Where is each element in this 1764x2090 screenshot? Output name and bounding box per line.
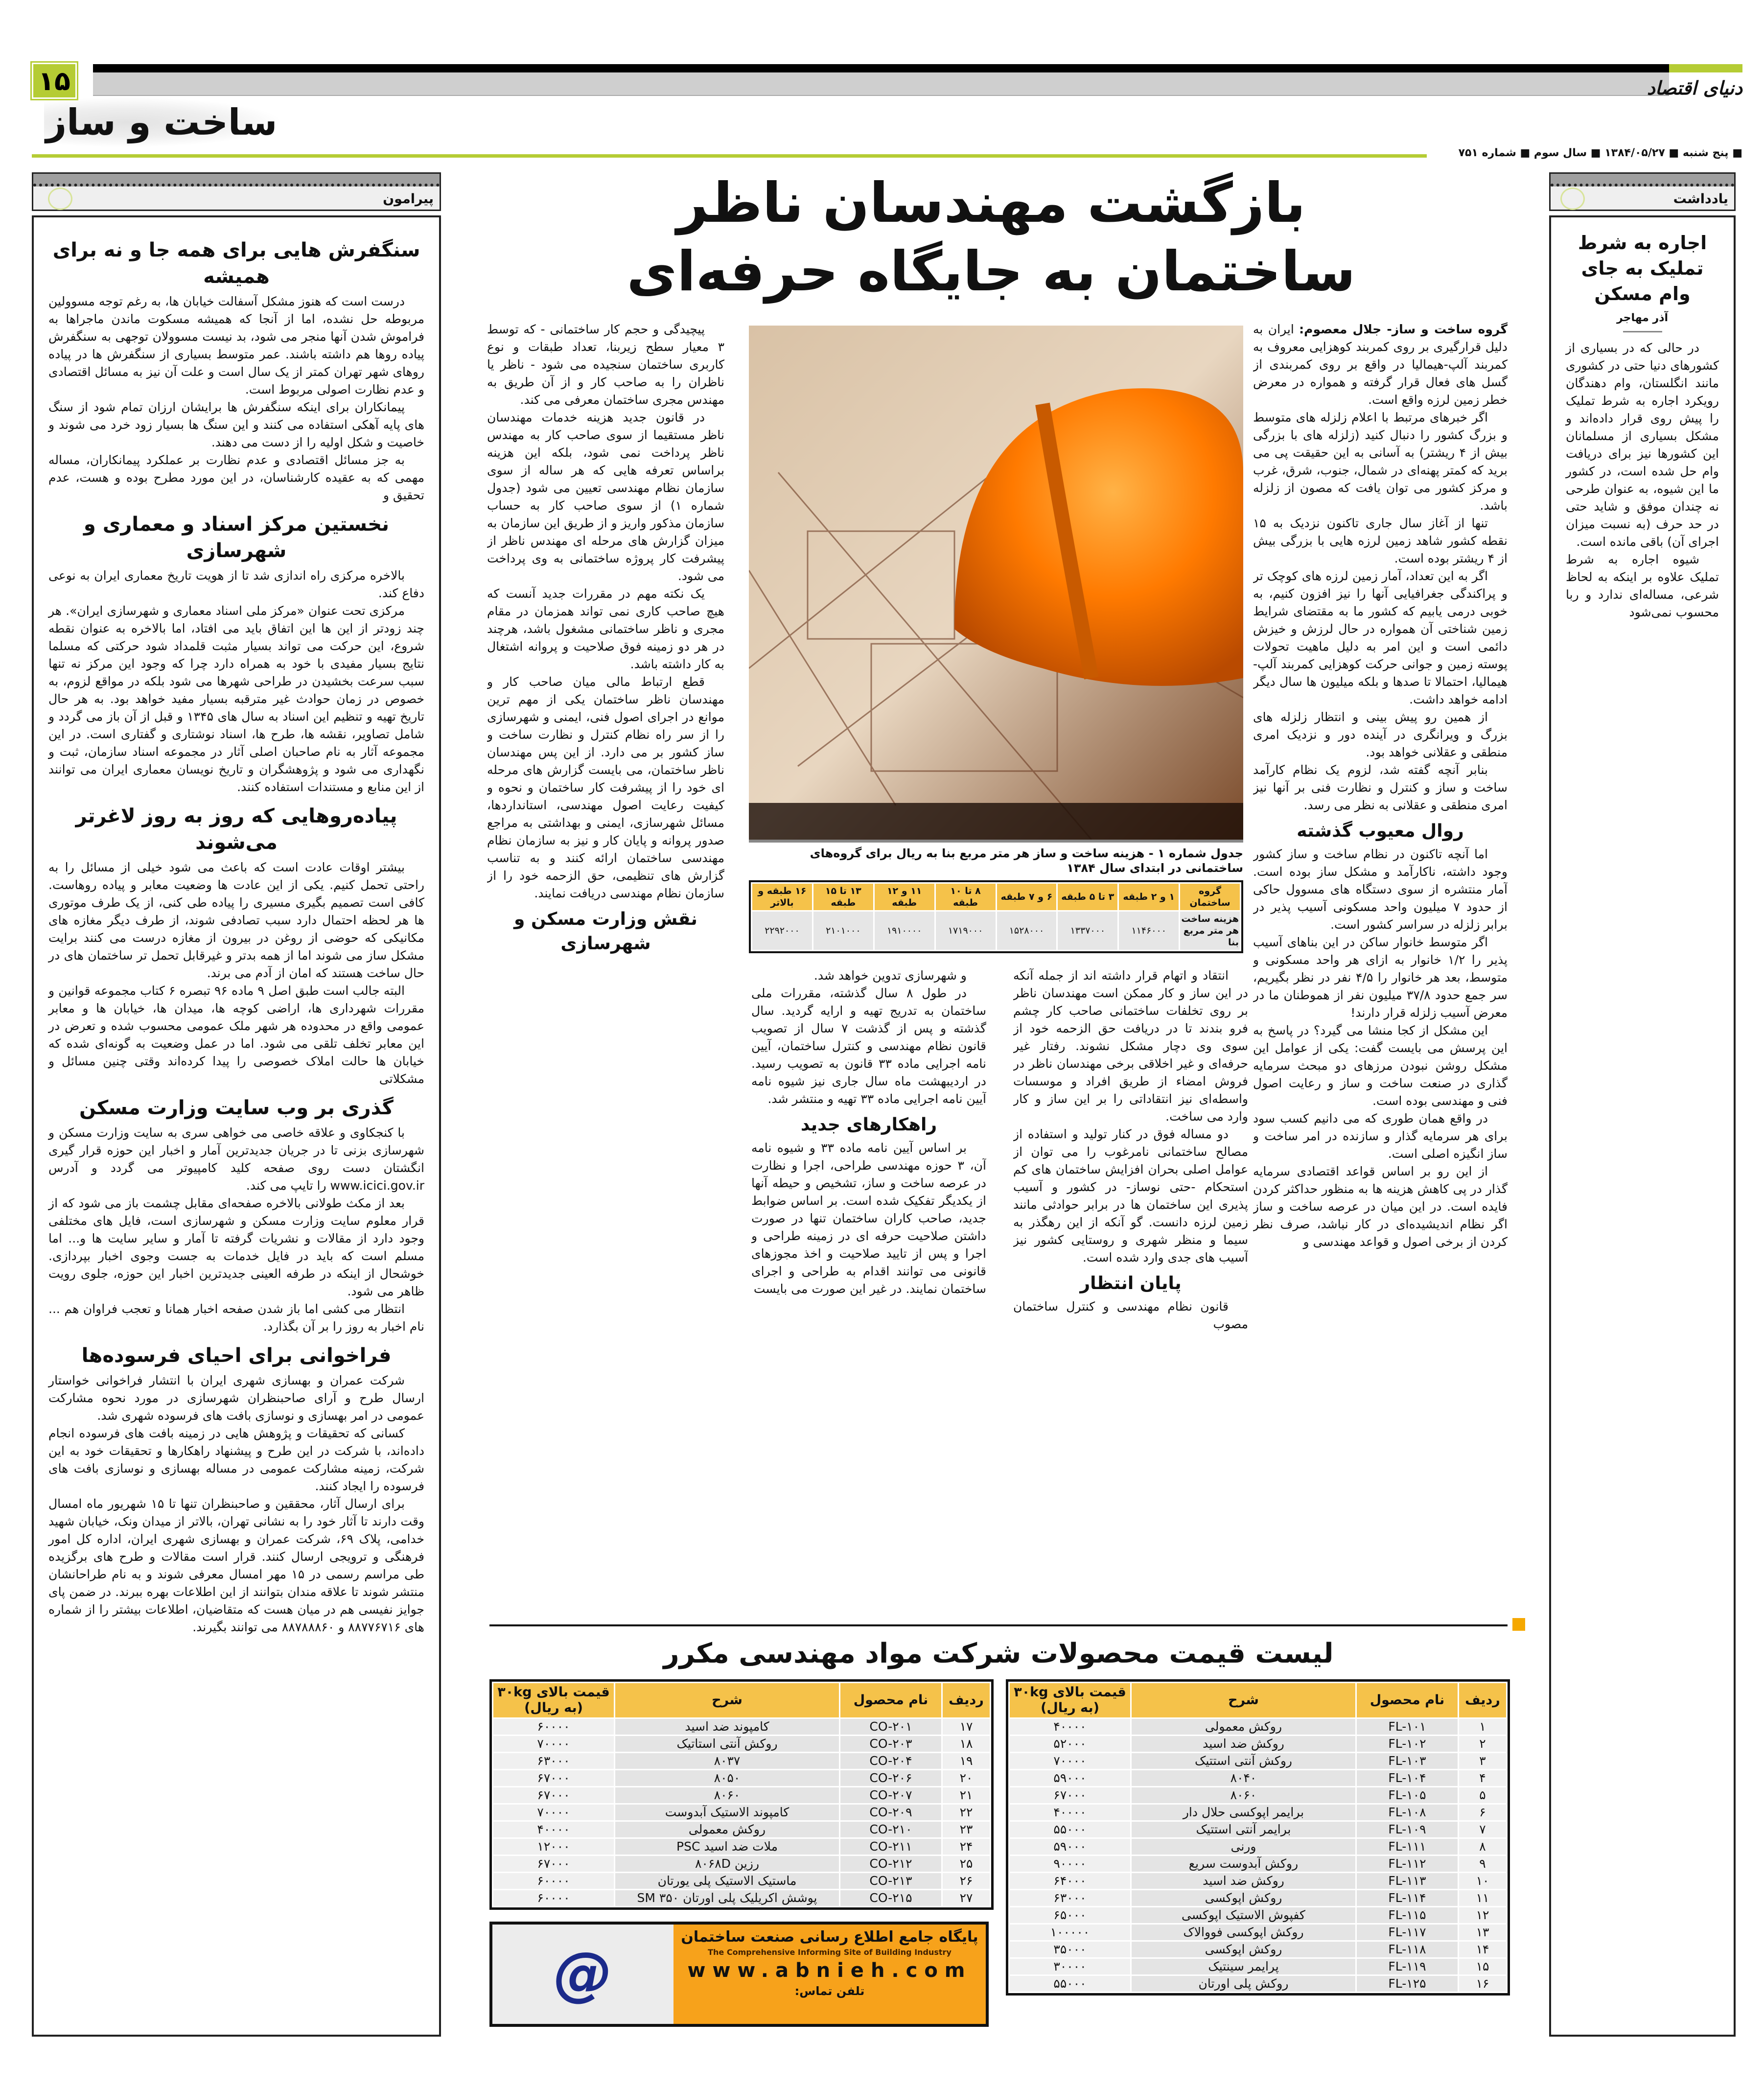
price-cell-no: ۹: [1459, 1856, 1506, 1872]
price-cell-code: FL-۱۱۸: [1357, 1942, 1458, 1957]
price-table-row: [1010, 1907, 1506, 1923]
price-cell-no: ۴: [1459, 1770, 1506, 1786]
price-cell-price: ۶۷۰۰۰: [493, 1856, 614, 1872]
abnieh-advertisement[interactable]: [489, 1922, 989, 2027]
price-cell-desc: روکش اپوکسی فووالاک: [1132, 1925, 1355, 1940]
price-table-row: [493, 1770, 990, 1786]
price-cell-no: ۳: [1459, 1753, 1506, 1769]
section-divider: [489, 1624, 1508, 1626]
article-paragraph: و شهرسازی تدوین خواهد شد.: [813, 968, 967, 983]
article-paragraph: قانون نظام مهندسی و کنترل ساختمان مصوب: [1013, 1299, 1248, 1331]
table-cell: ۱۷۱۹۰۰۰: [936, 912, 996, 950]
article-paragraph: از این رو بر اساس قواعد اقتصادی سرمایه گذار در پی کاهش هزینه ها به منظور حداکثر کردن فایده است. در این میان در عرصه ساخت و ساز اگر نظام اندیشیده‌ای در کار نباشد، صرف نظر کردن از برخی اصول و قواعد مهندسی و: [1253, 1164, 1508, 1249]
article-paragraph: در واقع همان طوری که می دانیم کسب سود برای هر سرمایه گذار و سازنده در امر ساخت و ساز انگیزه اصلی است.: [1253, 1111, 1508, 1161]
price-cell-desc: روکش آبدوست سریع: [1132, 1856, 1355, 1872]
price-cell-code: FL-۱۱۴: [1357, 1890, 1458, 1906]
price-cell-desc: کفپوش الاستیک اپوکسی: [1132, 1907, 1355, 1923]
price-cell-code: CO-۲۰۳: [840, 1736, 941, 1752]
sidebar-article-paragraph: مرکزی تحت عنوان «مرکز ملی اسناد معماری و شهرسازی ایران». هر چند زودتر از این ها این اتفاق باید می افتاد، اما بالاخره به عنوان نقطه شروع، این حرکت می تواند بسیار مثبت قلمداد شود حرکتی که مسلما نتایج بسیار مفیدی با خود به همراه دارد چرا که وجود این مرکز نه تنها سبب سرعت بخشیدن در طراحی شهرها می شود بلکه در مواقع لزوم، به خصوص در زمان حوادث غیر مترقبه بسیار مفید خواهد بود. به هر حال تاریخ تهیه و تنظیم این اسناد به سال های ۱۳۴۵ و قبل از آن باز می گردد و شامل تصاویر، نقشه ها، طرح ها، اسناد نوشتاری و گفتاری است. در این مجموعه آثار به نام صاحبان اصلی آثار در مجموعه اسناد سازمان، ثبت و نگهداری می شود و پژوهشگران و تاریخ نویسان معماری ایران می توانند از این منابع و مستندات استفاده کنند.: [48, 604, 424, 794]
price-table-row: [493, 1787, 990, 1803]
ad-phone-label: تلفن تماس:: [794, 1984, 865, 1998]
price-header-cell: ردیف: [1459, 1683, 1506, 1717]
table-cell: هزینه ساخت هر متر مربع بنا: [1180, 912, 1240, 950]
table-header-cell: ۶ و ۷ طبقه: [997, 884, 1057, 910]
article-paragraph: در قانون جدید هزینه خدمات مهندسان ناظر مستقیما از سوی صاحب کار به مهندس ناظر پرداخت نمی شود، بلکه این هزینه براساس تعرفه هایی که هر ساله از سوی سازمان نظام مهندسی تعیین می شود (جدول شماره ۱) از سوی صاحب کار به حساب سازمان مذکور واریز و از طریق این سازمان به میزان گزارش های مرحله ای مهندس ناظر از پیشرفت کار پروژه ساختمانی به وی پرداخت می شود.: [487, 410, 724, 583]
article-column-1: [1253, 321, 1508, 1618]
table-header-cell: گروه ساختمان: [1180, 884, 1240, 910]
price-cell-no: ۲۱: [943, 1787, 990, 1803]
price-cell-price: ۶۳۰۰۰: [493, 1753, 614, 1769]
price-cell-code: CO-۲۰۱: [840, 1719, 941, 1735]
price-cell-code: CO-۲۱۱: [840, 1839, 941, 1855]
price-table-left: [489, 1679, 994, 1910]
price-cell-code: FL-۱۱۵: [1357, 1907, 1458, 1923]
price-cell-price: ۱۰۰۰۰۰: [1010, 1925, 1130, 1940]
price-cell-desc: روکش ضد اسید: [1132, 1873, 1355, 1889]
price-cell-code: CO-۲۱۳: [840, 1873, 941, 1889]
price-table-row: [493, 1736, 990, 1752]
article-paragraph: اما آنچه تاکنون در نظام ساخت و ساز کشور وجود داشته، ناکارآمد و مشکل ساز بوده است. آمار منتشره از سوی دستگاه های مسوول حاکی از حدود ۷ میلیون واحد مسکونی آسیب پذیر در برابر زلزله در سراسر کشور است.: [1253, 847, 1508, 932]
table-cell: ۱۵۲۸۰۰۰: [997, 912, 1057, 950]
price-cell-code: CO-۲۱۰: [840, 1822, 941, 1837]
price-cell-price: ۳۵۰۰۰: [1010, 1942, 1130, 1957]
price-cell-desc: برایمر آنتی استتیک: [1132, 1822, 1355, 1837]
price-header-cell: نام محصول: [840, 1683, 941, 1717]
masthead-bar: [93, 64, 1669, 72]
price-table-row: [1010, 1839, 1506, 1855]
price-cell-no: ۱۹: [943, 1753, 990, 1769]
price-cell-price: ۵۲۰۰۰: [1010, 1736, 1130, 1752]
article-paragraph: قطع ارتباط مالی میان صاحب کار و مهندسان ناظر ساختمان یکی از مهم ترین موانع در اجرای اصول فنی، ایمنی و شهرسازی را از سر راه نظام کنترل و نظارت ساخت و ساز کشور بر می دارد. از این پس مهندسان ناظر ساختمان، می بایست گزارش های مرحله ای خود را از پیشرفت کار ساختمان و نحوه و کیفیت رعایت اصول مهندسی، استانداردها، مسائل شهرسازی، ایمنی و بهداشتی به مراجع صدور پروانه و پایان کار و نیز به سازمان نظام مهندسی ساختمان ارائه کنند و به تناسب گزارش های تنظیمی، حق الزحمه خود را از سازمان نظام مهندسی دریافت نمایند.: [487, 675, 724, 900]
price-cell-no: ۱۴: [1459, 1942, 1506, 1957]
price-header-cell: قیمت بالای ۳۰kg (به ریال): [1010, 1683, 1130, 1717]
price-cell-code: CO-۲۰۶: [840, 1770, 941, 1786]
table-header-cell: ۱۶ طبقه و بالاتر: [752, 884, 812, 910]
price-cell-code: FL-۱۰۵: [1357, 1787, 1458, 1803]
article-paragraph: پیچیدگی و حجم کار ساختمانی - که توسط ۳ معیار سطح زیربنا، تعداد طبقات و نوع کاربری ساختمان سنجیده می شود - ناظر یا ناظران را به صاحب کار و از آن طریق به مهندس مجری ساختمان معرفی می کند.: [487, 322, 724, 407]
price-cell-no: ۱۸: [943, 1736, 990, 1752]
divider-marker: [1512, 1618, 1525, 1631]
article-paragraph: بر اساس آیین نامه ماده ۳۳ و شیوه نامه آن، ۳ حوزه مهندسی طراحی، اجرا و نظارت در عرصه ساخت و ساز، تشخیص و حیطه آنها از یکدیگر تفکیک شده است. بر اساس ضوابط جدید، صاحب کاران ساختمان تنها در صورت داشتن صلاحیت حرفه ای در زمینه طراحی و اجرا و پس از تایید صلاحیت و اخذ مجوزهای قانونی می توانند اقدام به طراحی و اجرای ساختمان نمایند. در غیر این صورت می بایست: [751, 1141, 986, 1296]
sidebar-article-paragraph: بیشتر اوقات عادت است که باعث می شود خیلی از مسائل را به راحتی تحمل کنیم. یکی از این عادت ها وضعیت معابر و پیاده روهاست. کافی است تصمیم بگیری مسیری را پیاده طی کنی، از یک طرف موتوری ها هر لحظه احتمال دارد سبب تصادفی شوند، از طرف دیگر مغازه های مکانیکی که حوضی از روغن در بیرون از مغازه درست می کنند برایت مشکل ساز می شوند اما از همه بدتر و غیرقابل تحمل تر ساختمان های در حال ساخت هستند که امان از آدم می برند.: [48, 860, 424, 980]
price-cell-no: ۲۳: [943, 1822, 990, 1837]
price-cell-price: ۳۰۰۰۰: [1010, 1959, 1130, 1974]
price-cell-desc: ۸۰۶۰: [615, 1787, 839, 1803]
main-headline: بازگشت مهندسان ناظر ساختمان به جایگاه حرفه‌ای: [627, 171, 1356, 304]
sidebar-article-paragraph: پیمانکاران برای اینکه سنگفرش ها برایشان ارزان تمام شود از سنگ های پایه آهکی استفاده می کنند و این سنگ ها بسیار زود خرد می شوند و خاصیت و شکل اولیه را از دست می دهند.: [48, 400, 424, 449]
newspaper-logo: دنیای اقتصاد: [1647, 77, 1742, 99]
price-cell-price: ۶۵۰۰۰: [1010, 1907, 1130, 1923]
price-table-row: [493, 1822, 990, 1837]
ad-subtitle: The Comprehensive Informing Site of Building Industry: [708, 1948, 952, 1957]
price-cell-price: ۴۰۰۰۰: [493, 1822, 614, 1837]
price-header-cell: قیمت بالای ۳۰kg (به ریال): [493, 1683, 614, 1717]
price-cell-code: CO-۲۱۲: [840, 1856, 941, 1872]
table-header-cell: ۳ تا ۵ طبقه: [1058, 884, 1117, 910]
article-column-2: [1013, 967, 1248, 1618]
price-cell-desc: ۸۰۳۷: [615, 1753, 839, 1769]
ad-title: پایگاه جامع اطلاع رسانی صنعت ساختمان: [681, 1928, 978, 1946]
price-cell-no: ۱۱: [1459, 1890, 1506, 1906]
price-cell-code: CO-۲۱۵: [840, 1890, 941, 1906]
price-cell-desc: ورنی: [1132, 1839, 1355, 1855]
price-cell-desc: کامپوند الاستیک آبدوست: [615, 1805, 839, 1820]
price-cell-no: ۲۷: [943, 1890, 990, 1906]
hard-hat-on-blueprints-image: [749, 326, 1243, 840]
price-cell-no: ۲۰: [943, 1770, 990, 1786]
masthead-accent: [1669, 64, 1742, 72]
note-divider: [1623, 331, 1662, 332]
construction-cost-table: [749, 880, 1243, 953]
price-cell-no: ۲۶: [943, 1873, 990, 1889]
price-table-row: [1010, 1925, 1506, 1940]
sidebar-article-paragraph: بعد از مکث طولانی بالاخره صفحه‌ای مقابل چشمت باز می شود که از قرار معلوم سایت وزارت مسکن و شهرسازی است، فایل های مختلفی وجود دارد از مقالات و نشریات گرفته تا آمار و سایر سایت ها و... اما مسلم است که باید در فایل خدمات به جست وجوی اخبار بپردازی. خوشحال از اینکه در طرفه العینی جدیدترین اخبار این حوزه، جلوی رویت ظاهر می شود.: [48, 1196, 424, 1298]
price-cell-desc: ۸۰۵۰: [615, 1770, 839, 1786]
price-table-row: [1010, 1942, 1506, 1957]
table-cell: ۱۳۳۷۰۰۰: [1058, 912, 1117, 950]
price-cell-price: ۶۰۰۰۰: [493, 1873, 614, 1889]
price-cell-price: ۵۵۰۰۰: [1010, 1822, 1130, 1837]
price-cell-price: ۵۵۰۰۰: [1010, 1976, 1130, 1992]
price-cell-code: FL-۱۰۱: [1357, 1719, 1458, 1735]
price-cell-code: FL-۱۰۸: [1357, 1805, 1458, 1820]
article-subheading: روال معیوب گذشته: [1297, 821, 1464, 841]
price-table-row: [1010, 1822, 1506, 1837]
ad-url[interactable]: www.abnieh.com: [687, 1959, 972, 1982]
price-cell-price: ۶۰۰۰۰: [493, 1719, 614, 1735]
price-cell-code: FL-۱۱۲: [1357, 1856, 1458, 1872]
price-cell-desc: ۸۰۴۰: [1132, 1770, 1355, 1786]
price-table-row: [1010, 1890, 1506, 1906]
article-paragraph: تنها از آغاز سال جاری تاکنون نزدیک به ۱۵ نقطه کشور شاهد زمین لرزه هایی با بزرگی بیش از ۴ ریشتر بوده است.: [1253, 516, 1508, 565]
price-list-title: لیست قیمت محصولات شرکت مواد مهندسی مکرر: [663, 1638, 1334, 1669]
price-table-row: [1010, 1976, 1506, 1992]
right-sidebar-header: [1549, 172, 1736, 211]
price-cell-price: ۷۰۰۰۰: [1010, 1753, 1130, 1769]
price-cell-desc: پوشش اکریلیک پلی اورتان SM ۳۵۰: [615, 1890, 839, 1906]
price-cell-no: ۲۲: [943, 1805, 990, 1820]
price-table-row: [1010, 1805, 1506, 1820]
price-cell-no: ۲: [1459, 1736, 1506, 1752]
price-cell-no: ۱۷: [943, 1719, 990, 1735]
price-table-row: [1010, 1719, 1506, 1735]
abnieh-logo: @: [554, 1940, 612, 2008]
price-cell-no: ۶: [1459, 1805, 1506, 1820]
article-paragraph: ایران به دلیل قرارگیری بر روی کمربند کوهزایی معروف به کمربند آلپ-هیمالیا در واقع بر روی کمربندی از گسل های فعال قرار گرفته و همواره در معرض خطر زمین لرزه واقع است.: [1253, 322, 1508, 407]
price-table-row: [1010, 1753, 1506, 1769]
masthead-band: [93, 72, 1669, 96]
table-cell: ۱۱۴۶۰۰۰: [1119, 912, 1179, 950]
price-cell-no: ۲۴: [943, 1839, 990, 1855]
page-number: ۱۵: [32, 63, 77, 99]
article-photo: [749, 326, 1243, 843]
article-column-3: [751, 967, 986, 1618]
price-cell-code: FL-۱۰۴: [1357, 1770, 1458, 1786]
price-cell-price: ۹۰۰۰۰: [1010, 1856, 1130, 1872]
price-cell-price: ۶۳۰۰۰: [1010, 1890, 1130, 1906]
price-table-row: [1010, 1770, 1506, 1786]
price-cell-price: ۶۷۰۰۰: [1010, 1787, 1130, 1803]
price-cell-price: ۱۲۰۰۰: [493, 1839, 614, 1855]
dateline: ■ پنج شنبه ■ ۱۳۸۴/۰۵/۲۷ ■ سال سوم ■ شماره ۷۵۱: [1458, 147, 1742, 159]
price-cell-code: FL-۱۰۳: [1357, 1753, 1458, 1769]
masthead-divider: [32, 154, 1427, 158]
sidebar-article-title: گذری بر وب سایت وزارت مسکن: [79, 1097, 394, 1119]
price-cell-price: ۶۷۰۰۰: [493, 1787, 614, 1803]
price-cell-code: FL-۱۱۷: [1357, 1925, 1458, 1940]
note-paragraph: در حالی که در بسیاری از کشورهای دنیا حتی در کشوری مانند انگلستان، وام دهندگان رویکرد اجاره به شرط تملیک را پیش روی قرار داده‌اند و مشکل بسیاری از مسلمانان این کشورها نیز برای دریافت وام حل شده است، در کشور ما این شیوه، به عنوان طرحی نه چندان موفق و شاید حتی در حد حرف (به نسبت میزان اجرای آن) باقی مانده است.: [1566, 341, 1719, 549]
sidebar-article-paragraph: کسانی که تحقیقات و پژوهش هایی در زمینه بافت های فرسوده انجام داده‌اند، با شرکت در این طرح و پیشنهاد راهکارها و تحقیقات خود به این شرکت، زمینه مشارکت عمومی در مساله بهسازی و نوسازی بافت های فرسوده را ایجاد کنند.: [48, 1426, 424, 1493]
price-cell-desc: روکش آنتی استاتیک: [615, 1736, 839, 1752]
price-cell-desc: روکش پلی اورتان: [1132, 1976, 1355, 1992]
price-cell-price: ۶۷۰۰۰: [493, 1770, 614, 1786]
article-subheading: راهکارهای جدید: [800, 1115, 937, 1135]
price-cell-no: ۱۳: [1459, 1925, 1506, 1940]
note-title: اجاره به شرط تملیک به جای وام مسکن: [1578, 232, 1707, 305]
article-paragraph: این مشکل از کجا منشا می گیرد؟ در پاسخ به این پرسش می بایست گفت: یکی از عوامل این مشکل روشن نبودن مرزهای دو مبحث سرمایه گذاری در صنعت ساخت و ساز و رعایت اصول فنی و مهندسی بوده است.: [1253, 1023, 1508, 1108]
price-table-row: [1010, 1873, 1506, 1889]
article-paragraph: اگر خبرهای مرتبط با اعلام زلزله های متوسط و بزرگ کشور را دنبال کنید (زلزله های با بزرگی بیش از ۴ ریشتر) به آسانی به این حقیقت پی می برید که کمتر پهنه‌ای در شمال، جنوب، شرق، غرب و مرکز کشور می توان یافت که مصون از زلزله باشد.: [1253, 410, 1508, 513]
price-table-row: [1010, 1856, 1506, 1872]
sidebar-article-paragraph: درست است که هنوز مشکل آسفالت خیابان ها، به رغم توجه مسوولین مربوطه حل نشده، اما از آنجا که همیشه مسکوت ماندن ماجراها به فراموش شدن آنها منجر می شود، بد نیست مسوولان توجهی به سنگفرش پیاده روها هم داشته باشند. عمر متوسط بسیاری از سنگفرش ها در پیاده روهای شهر تهران کمتر از یک سال است و علت آن نیز به مسائل اقتصادی و عدم نظارت اصولی مربوط است.: [48, 294, 424, 397]
price-cell-desc: روکش اپوکسی: [1132, 1942, 1355, 1957]
sidebar-article-paragraph: شرکت عمران و بهسازی شهری ایران با انتشار فراخوانی خواستار ارسال طرح و آرای صاحبنظران شهرسازی در مورد نحوه مشارکت عمومی در امر بهسازی و نوسازی بافت های فرسوده شهری شد.: [48, 1373, 424, 1423]
article-paragraph: اگر به این تعداد، آمار زمین لرزه های کوچک تر و پراکندگی جغرافیایی آنها را نیز افزون کنیم، به خوبی درمی یابیم که کشور ما به مقتضای شرایط زمین شناختی آن همواره در حال لرزش و خیزش دائمی است و این امر به دلیل ماهیت تحولات پوسته زمین و جوانی حرکت کوهزایی کمربند آلپ- هیمالیا، احتمالا تا صدها و بلکه میلیون ها سال دیگر ادامه خواهد داشت.: [1253, 569, 1508, 706]
price-cell-code: FL-۱۱۳: [1357, 1873, 1458, 1889]
price-cell-desc: روکش معمولی: [1132, 1719, 1355, 1735]
price-table-row: [1010, 1787, 1506, 1803]
sidebar-article-title: سنگفرش هایی برای همه جا و نه برای همیشه: [52, 239, 420, 288]
price-table-row: [493, 1839, 990, 1855]
price-cell-price: ۶۴۰۰۰: [1010, 1873, 1130, 1889]
price-cell-no: ۲۵: [943, 1856, 990, 1872]
price-cell-desc: رزین ۸۰۶۸D: [615, 1856, 839, 1872]
price-cell-code: FL-۱۰۹: [1357, 1822, 1458, 1837]
article-subheading: نقش وزارت مسکن و شهرسازی: [514, 909, 697, 954]
price-table-row: [1010, 1959, 1506, 1974]
price-cell-no: ۱: [1459, 1719, 1506, 1735]
price-cell-code: CO-۲۰۷: [840, 1787, 941, 1803]
note-paragraph: شیوه اجاره به شرط تملیک علاوه بر اینکه به لحاظ شرعی، مساله‌ای ندارد و ربا محسوب نمی‌شود: [1566, 552, 1719, 619]
price-cell-code: FL-۱۰۲: [1357, 1736, 1458, 1752]
price-cell-no: ۱۵: [1459, 1959, 1506, 1974]
sidebar-article-paragraph: انتظار می کشی اما باز شدن صفحه اخبار همانا و تعجب فراوان هم ... نام اخبار به روز را بر آن بگذارد.: [48, 1302, 424, 1334]
sidebar-article-paragraph: به جز مسائل اقتصادی و عدم نظارت بر عملکرد پیمانکاران، مساله مهمی که به عقیده کارشناسان، در این مورد مطرح بوده و هست، عدم تحقیق و: [48, 453, 424, 502]
price-header-cell: نام محصول: [1357, 1683, 1458, 1717]
table-header-cell: ۱ و ۲ طبقه: [1119, 884, 1179, 910]
price-cell-code: FL-۱۱۱: [1357, 1839, 1458, 1855]
sidebar-article-paragraph: البته جالب است طبق اصل ۹ ماده ۹۶ تبصره ۶ کتاب مجموعه قوانین و مقررات شهرداری ها، اراضی کوچه ها، میدان ها، خیابان ها و معابر عمومی واقع در محدوده هر شهر ملک عمومی محسوب شده و تعرض در این معابر تخلف تلقی می شود. اما در عمل وضعیت به گونه‌ای شده که خیابان ها حالت املاک خصوصی را پیدا کرده‌اند وقتی چنین مسائل و مشکلاتی: [48, 984, 424, 1086]
article-subheading: پایان انتظار: [1080, 1273, 1182, 1293]
section-title: ساخت و ساز: [44, 98, 279, 147]
sidebar-article-title: پیاده‌روهایی که روز به روز لاغرتر می‌شوند: [75, 805, 397, 854]
price-cell-desc: روکش اپوکسی: [1132, 1890, 1355, 1906]
sidebar-article-paragraph: برای ارسال آثار، محققین و صاحبنظران تنها تا ۱۵ شهریور ماه امسال وقت دارند تا آثار خود را به نشانی تهران، بالاتر از میدان ونک، خیابان شهید خدامی، پلاک ۶۹، شرکت عمران و بهسازی شهری ایران، اداره کل امور فرهنگی و ترویجی ارسال کنند. قرار است مقالات و طرح های برگزیده طی مراسم رسمی در ۱۵ مهر امسال معرفی شوند و به نام طراحانشان منتشر شوند تا علاقه مندان بتوانند از این اطلاعات بهره ببرند. در ضمن پای جوایز نفیسی هم در میان هست که متقاضیان، اطلاعات بیشتر را از شماره های ۸۸۷۷۶۷۱۶ و ۸۸۷۸۸۸۶۰ می توانند بگیرند.: [48, 1497, 425, 1634]
table-header-cell: ۸ تا ۱۰ طبقه: [936, 884, 996, 910]
left-sidebar-header: [32, 172, 441, 211]
table-header-cell: ۱۱ و ۱۲ طبقه: [875, 884, 934, 910]
price-table-row: [493, 1805, 990, 1820]
price-cell-no: ۷: [1459, 1822, 1506, 1837]
right-sidebar: [1549, 215, 1736, 2037]
price-header-cell: شرح: [615, 1683, 839, 1717]
price-cell-price: ۴۰۰۰۰: [1010, 1805, 1130, 1820]
article-paragraph: یک نکته مهم در مقررات جدید آنست که هیچ صاحب کاری نمی تواند همزمان در مقام مجری و ناظر ساختمانی مشغول باشد، هرچند در هر دو زمینه فوق صلاحیت و پروانه اشتغال به کار داشته باشد.: [487, 587, 724, 671]
sidebar-article-paragraph: با کنجکاوی و علاقه خاصی می خواهی سری به سایت وزارت مسکن و شهرسازی بزنی تا در جریان جدیدترین آمار و اخبار این حوزه قرار گیری انگشتان دست روی صفحه کلید کامپیوتر می گردد و آدرس www.icici.gov.ir را تایپ می کند.: [48, 1126, 424, 1193]
price-cell-desc: روکش معمولی: [615, 1822, 839, 1837]
price-cell-code: FL-۱۱۹: [1357, 1959, 1458, 1974]
price-cell-desc: ماستیک الاستیک پلی یورتان: [615, 1873, 839, 1889]
price-table-row: [493, 1873, 990, 1889]
article-column-4: [487, 321, 724, 1618]
article-paragraph: بنابر آنچه گفته شد، لزوم یک نظام کارآمد ساخت و ساز و کنترل و نظارت فنی بر آنها نیز امری منطقی و عقلانی به نظر می رسد.: [1253, 763, 1508, 812]
article-paragraph: از همین رو پیش بینی و انتظار زلزله های بزرگ و ویرانگری در آینده دور و نزدیک امری منطقی و عقلانی خواهد بود.: [1253, 710, 1508, 759]
left-sidebar: [32, 215, 441, 2037]
price-cell-price: ۵۹۰۰۰: [1010, 1770, 1130, 1786]
price-cell-desc: روکش آنتی استتیک: [1132, 1753, 1355, 1769]
price-cell-desc: پرایمر سینتیک: [1132, 1959, 1355, 1974]
price-header-cell: شرح: [1132, 1683, 1355, 1717]
article-paragraph: در طول ۸ سال گذشته، مقررات ملی ساختمان به تدریج تهیه و ارایه گردید. سال گذشته و پس از گذشت ۷ سال از تصویب قانون نظام مهندسی و کنترل ساختمان، آیین نامه اجرایی ماده ۳۳ قانون به تصویب رسید. در اردیبهشت ماه سال جاری نیز شیوه نامه آیین نامه اجرایی ماده ۳۳ تهیه و منتشر شد.: [751, 986, 986, 1106]
price-table-row: [493, 1856, 990, 1872]
price-header-cell: ردیف: [943, 1683, 990, 1717]
price-cell-price: ۴۰۰۰۰: [1010, 1719, 1130, 1735]
globe-icon: [48, 188, 72, 210]
price-cell-code: CO-۲۰۹: [840, 1805, 941, 1820]
price-cell-price: ۶۰۰۰۰: [493, 1890, 614, 1906]
globe-icon: [1560, 188, 1585, 210]
sidebar-article-title: فراخوانی برای احیای فرسوده‌ها: [81, 1344, 392, 1367]
price-table-row: [493, 1890, 990, 1906]
sidebar-article-paragraph: بالاخره مرکزی راه اندازی شد تا از هویت تاریخ معماری ایران به نوعی دفاع کند.: [48, 568, 424, 600]
price-table-row: [493, 1753, 990, 1769]
left-sidebar-label: پیرامون: [383, 191, 434, 207]
price-cell-code: FL-۱۲۵: [1357, 1976, 1458, 1992]
price-table-row: [1010, 1736, 1506, 1752]
price-cell-desc: کامپوند ضد اسید: [615, 1719, 839, 1735]
price-cell-price: ۵۹۰۰۰: [1010, 1839, 1130, 1855]
note-author: آذر مهاجر: [1616, 312, 1669, 324]
article-paragraph: اگر متوسط خانوار ساکن در این بناهای آسیب پذیر را ۱/۲ خانوار به ازای هر واحد مسکونی و متوسط، بعد هر خانوار را ۴/۵ نفر در نظر بگیریم، سر جمع حدود ۳۷/۸ میلیون نفر از هموطنان ما در معرض آسیب زلزله قرار دارند!: [1253, 935, 1508, 1020]
price-cell-desc: ملات ضد اسید PSC: [615, 1839, 839, 1855]
price-cell-desc: برایمر اپوکسی حلال دار: [1132, 1805, 1355, 1820]
article-paragraph: دو مساله فوق در کنار تولید و استفاده از مصالح ساختمانی نامرغوب را می توان از عوامل اصلی بحران افزایش ساختمان های کم استحکام -حتی نوساز- در کشور و آسیب پذیری این ساختمان ها در برابر حوادثی مانند زمین لرزه دانست. گو آنکه از این رهگذر به سیما و منظر شهری و روستایی کشور نیز آسیب های جدی وارد شده است.: [1013, 1127, 1248, 1265]
price-cell-desc: روکش ضد اسید: [1132, 1736, 1355, 1752]
price-table-row: [493, 1719, 990, 1735]
price-cell-no: ۱۶: [1459, 1976, 1506, 1992]
price-cell-no: ۱۲: [1459, 1907, 1506, 1923]
price-cell-no: ۱۰: [1459, 1873, 1506, 1889]
price-cell-code: CO-۲۰۴: [840, 1753, 941, 1769]
article-byline: گروه ساخت و ساز- جلال معصوم:: [1299, 322, 1508, 336]
price-cell-no: ۵: [1459, 1787, 1506, 1803]
article-paragraph: انتقاد و اتهام قرار داشته اند از جمله آنکه در این ساز و کار ممکن است مهندسان ناظر بر روی تخلفات ساختمانی صاحب کار چشم فرو بندند تا در دریافت حق الزحمه خود از سوی وی دچار مشکل نشوند. رفتار غیر حرفه‌ای و غیر اخلاقی برخی مهندسان ناظر در فروش امضاء از طریق افراد و موسسات واسطه‌ای نیز انتقاداتی را بر این ساز و کار وارد می ساخت.: [1013, 968, 1248, 1124]
table-cell: ۱۹۱۰۰۰۰: [875, 912, 934, 950]
right-sidebar-label: یادداشت: [1673, 191, 1728, 207]
price-table-right: [1006, 1679, 1510, 1996]
sidebar-article-title: نخستین مرکز اسناد و معماری و شهرسازی: [83, 513, 390, 562]
price-cell-price: ۷۰۰۰۰: [493, 1805, 614, 1820]
note-body: [1566, 339, 1719, 621]
table-caption: جدول شماره ۱ - هزینه ساخت و ساز هر متر مربع بنا به ریال برای گروه‌های ساختمانی در ابتدای سال ۱۳۸۴: [810, 846, 1243, 875]
price-cell-desc: ۸۰۶۰: [1132, 1787, 1355, 1803]
table-cell: ۲۲۹۲۰۰۰: [752, 912, 812, 950]
table-cell: ۲۱۰۱۰۰۰: [813, 912, 873, 950]
price-cell-price: ۷۰۰۰۰: [493, 1736, 614, 1752]
price-cell-no: ۸: [1459, 1839, 1506, 1855]
table-header-cell: ۱۳ تا ۱۵ طبقه: [813, 884, 873, 910]
